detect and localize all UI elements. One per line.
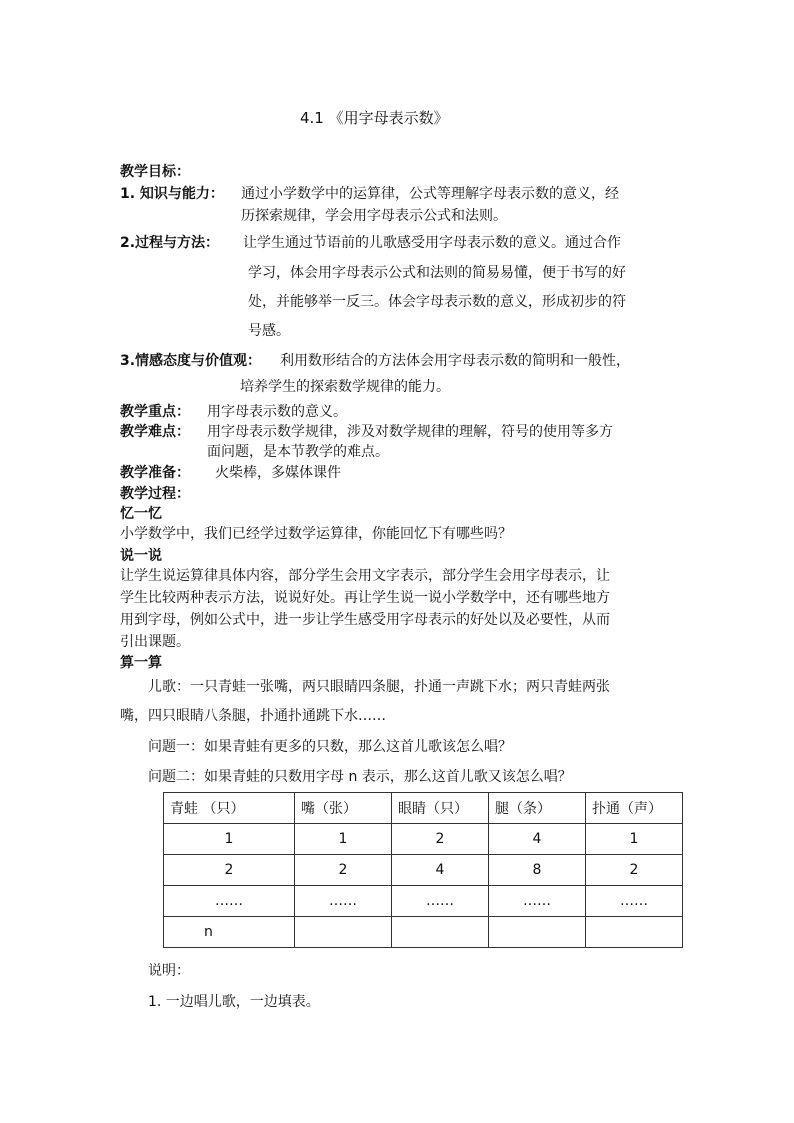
header-frog: 青蛙 （只）	[164, 793, 295, 824]
header-eyes: 眼睛（只）	[392, 793, 489, 824]
goals-heading: 教学目标：	[120, 164, 190, 180]
recall-heading: 忆一忆	[120, 506, 162, 522]
say-line1: 让学生说运算律具体内容，部分学生会用文字表示，部分学生会用字母表示，让	[120, 568, 610, 584]
table-cell: 1	[295, 824, 392, 855]
say-line2: 学生比较两种表示方法，说说好处。再让学生说一说小学数学中，还有哪些地方	[120, 590, 610, 606]
header-splash: 扑通（声）	[586, 793, 683, 824]
table-cell: ……	[295, 886, 392, 917]
goal2-line1: 让学生通过节语前的儿歌感受用字母表示数的意义。通过合作	[243, 235, 621, 251]
table-cell: 8	[489, 855, 586, 886]
table-cell: n	[164, 917, 295, 948]
recall-text: 小学数学中，我们已经学过数学运算律，你能回忆下有哪些吗？	[120, 526, 512, 542]
goal3-label: 3.情感态度与价值观：	[120, 353, 262, 369]
table-header-row	[164, 793, 683, 824]
question-one: 问题一：如果青蛙有更多的只数，那么这首儿歌该怎么唱？	[148, 739, 512, 755]
table-row	[164, 886, 683, 917]
table-cell: ……	[586, 886, 683, 917]
table-cell	[489, 917, 586, 948]
table-cell: 2	[392, 824, 489, 855]
key-point-label: 教学重点：	[120, 404, 190, 420]
song-line2: 嘴，四只眼睛八条腿，扑通扑通跳下水……	[120, 708, 386, 724]
question-two: 问题二：如果青蛙的只数用字母 n 表示，那么这首儿歌又该怎么唱？	[148, 769, 572, 785]
table-cell: 1	[164, 824, 295, 855]
table-cell: 2	[295, 855, 392, 886]
goal3-line1: 利用数形结合的方法体会用字母表示数的简明和一般性，	[280, 353, 630, 369]
process-heading: 教学过程：	[120, 486, 190, 502]
goal2-line4: 号感。	[248, 323, 290, 339]
prep-label: 教学准备：	[120, 465, 190, 481]
table-cell	[295, 917, 392, 948]
goal1-line2: 历探索规律，学会用字母表示公式和法则。	[241, 208, 507, 224]
song-line1: 儿歌：一只青蛙一张嘴，两只眼睛四条腿，扑通一声跳下水；两只青蛙两张	[148, 679, 610, 695]
goal3-line2: 培养学生的探索数学规律的能力。	[240, 379, 450, 395]
note-heading: 说明：	[148, 963, 190, 979]
say-line4: 引出课题。	[120, 634, 190, 650]
note-item1: 1. 一边唱儿歌，一边填表。	[148, 994, 320, 1010]
table-cell	[586, 917, 683, 948]
prep-text: 火柴棒，多媒体课件	[215, 465, 341, 481]
difficulty-line2: 面问题，是本节教学的难点。	[207, 444, 389, 460]
table-cell: 4	[392, 855, 489, 886]
table-row	[164, 917, 683, 948]
goal1-line1: 通过小学数学中的运算律，公式等理解字母表示数的意义，经	[241, 186, 619, 202]
goal2-label: 2.过程与方法：	[120, 235, 220, 251]
table-cell: ……	[164, 886, 295, 917]
table-cell: 2	[164, 855, 295, 886]
header-mouth: 嘴（张）	[295, 793, 392, 824]
calc-heading: 算一算	[120, 655, 162, 671]
goal2-line2: 学习，体会用字母表示公式和法则的简易易懂，便于书写的好	[248, 265, 626, 281]
table-cell	[392, 917, 489, 948]
difficulty-label: 教学难点：	[120, 424, 190, 440]
page-title: 4.1 《用字母表示数》	[300, 109, 449, 127]
table-cell: 4	[489, 824, 586, 855]
table-cell: 2	[586, 855, 683, 886]
difficulty-line1: 用字母表示数学规律，涉及对数学规律的理解，符号的使用等多方	[207, 424, 613, 440]
table-row	[164, 824, 683, 855]
frog-table	[163, 792, 683, 948]
table-row	[164, 855, 683, 886]
table-cell: 1	[586, 824, 683, 855]
header-legs: 腿（条）	[489, 793, 586, 824]
say-heading: 说一说	[120, 548, 162, 564]
key-point-text: 用字母表示数的意义。	[207, 404, 347, 420]
goal2-line3: 处，并能够举一反三。体会字母表示数的意义，形成初步的符	[248, 294, 626, 310]
table-cell: ……	[392, 886, 489, 917]
say-line3: 用到字母，例如公式中，进一步让学生感受用字母表示的好处以及必要性，从而	[120, 612, 610, 628]
goal1-label: 1. 知识与能力：	[120, 186, 224, 202]
table-cell: ……	[489, 886, 586, 917]
